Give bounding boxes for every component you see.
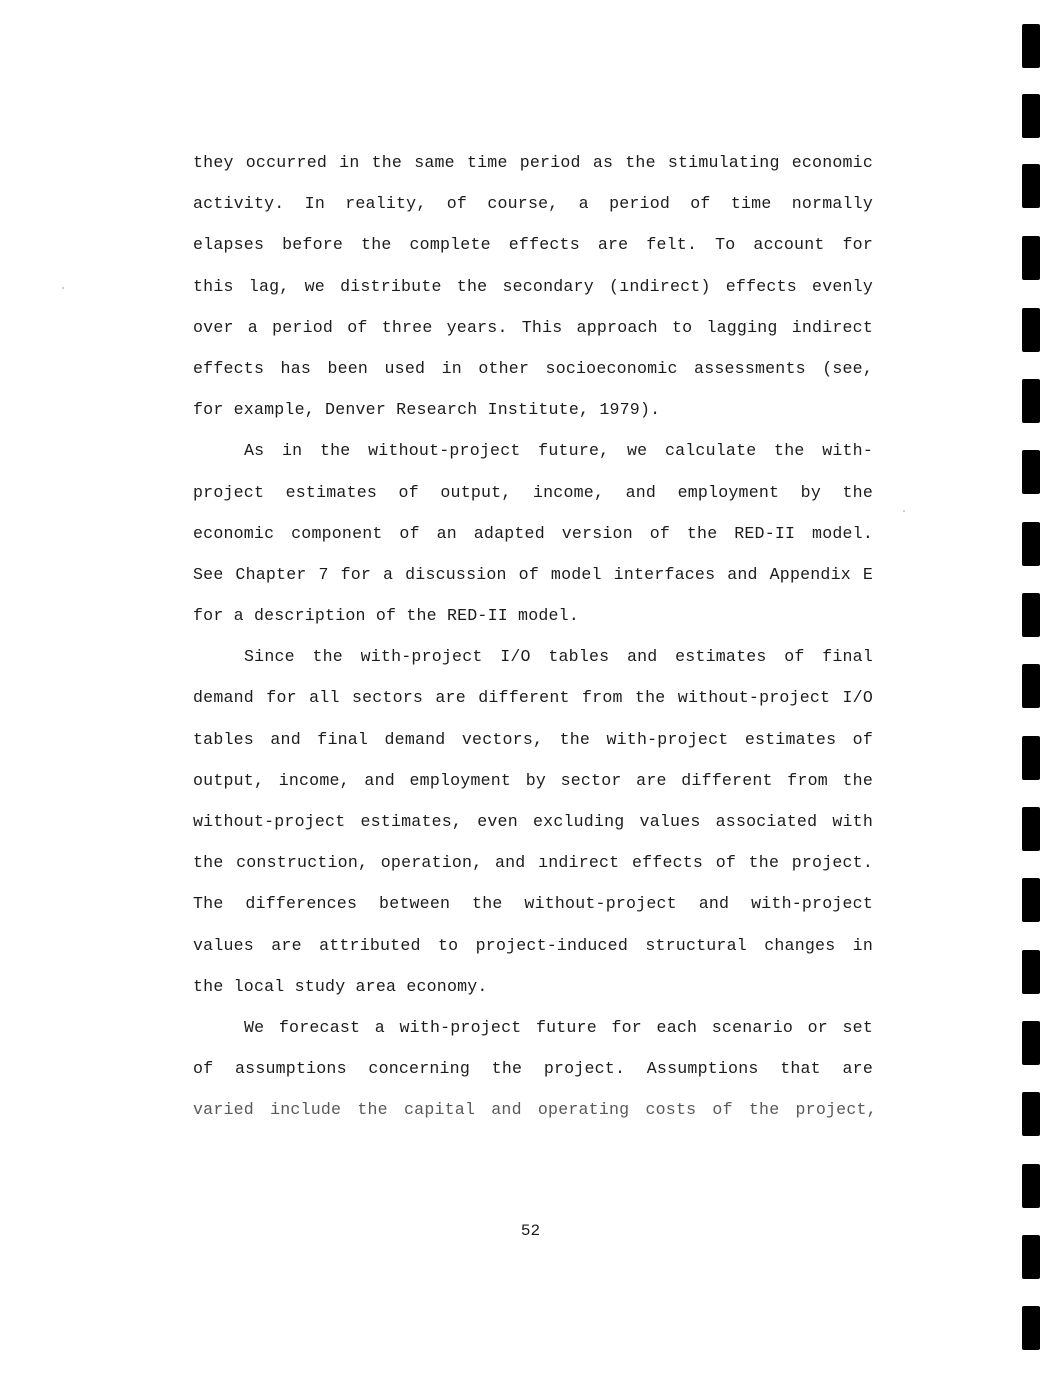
binding-mark — [1022, 236, 1040, 280]
text-line: of assumptions concerning the project. Assumptions that are — [193, 1059, 873, 1079]
binding-mark — [1022, 1164, 1040, 1208]
text-line: this lag, we distribute the secondary (ındirect) effects evenly — [193, 276, 873, 296]
binding-mark — [1022, 878, 1040, 922]
binding-mark — [1022, 950, 1040, 994]
text-line: demand for all sectors are different from the without-project I/O — [193, 688, 873, 708]
text-line: economic component of an adapted version of the RED-II model. — [193, 523, 873, 543]
binding-mark — [1022, 94, 1040, 138]
binding-mark — [1022, 522, 1040, 566]
text-line: the construction, operation, and ındirect effects of the project. — [193, 853, 873, 873]
binding-mark — [1022, 1306, 1040, 1350]
page-number: 52 — [520, 1222, 541, 1240]
text-line: activity. In reality, of course, a period of time normally — [193, 194, 873, 214]
text-line: without-project estimates, even excluding values associated with — [193, 812, 873, 831]
binding-mark — [1022, 450, 1040, 494]
body-text — [193, 142, 877, 1131]
text-line: effects has been used in other socioeconomic assessments (see, — [193, 358, 873, 378]
text-line: See Chapter 7 for a discussion of model interfaces and Appendix E — [193, 564, 873, 584]
text-line: varied include the capital and operating costs of the project, — [193, 1100, 877, 1120]
binding-mark — [1022, 379, 1040, 423]
text-line: We forecast a with-project future for each scenario or set — [244, 1017, 873, 1037]
binding-mark — [1022, 1235, 1040, 1279]
binding-mark — [1022, 807, 1040, 851]
binding-mark — [1022, 1021, 1040, 1065]
text-line: for example, Denver Research Institute, 1979). — [193, 400, 661, 420]
scan-speck — [903, 510, 905, 512]
text-line: values are attributed to project-induced structural changes in — [193, 935, 873, 955]
binding-marks — [1022, 0, 1042, 1380]
text-line: for a description of the RED-II model. — [193, 606, 579, 626]
binding-mark — [1022, 593, 1040, 637]
text-line: output, income, and employment by sector are different from the — [193, 770, 873, 790]
binding-mark — [1022, 1092, 1040, 1136]
text-line: tables and final demand vectors, the with-project estimates of — [193, 729, 873, 749]
scan-speck — [62, 287, 64, 289]
binding-mark — [1022, 308, 1040, 352]
text-line: As in the without-project future, we calculate the with- — [244, 441, 873, 461]
text-line: they occurred in the same time period as the stimulating economic — [193, 153, 873, 172]
binding-mark — [1022, 664, 1040, 708]
text-line: over a period of three years. This approach to lagging indirect — [193, 317, 873, 337]
binding-mark — [1022, 164, 1040, 208]
text-line: project estimates of output, income, and employment by the — [193, 482, 873, 502]
text-line: The differences between the without-project and with-project — [193, 894, 873, 914]
text-line: Since the with-project I/O tables and estimates of final — [244, 647, 873, 667]
binding-mark — [1022, 736, 1040, 780]
binding-mark — [1022, 24, 1040, 68]
text-line: the local study area economy. — [193, 976, 488, 996]
text-line: elapses before the complete effects are felt. To account for — [193, 235, 873, 255]
